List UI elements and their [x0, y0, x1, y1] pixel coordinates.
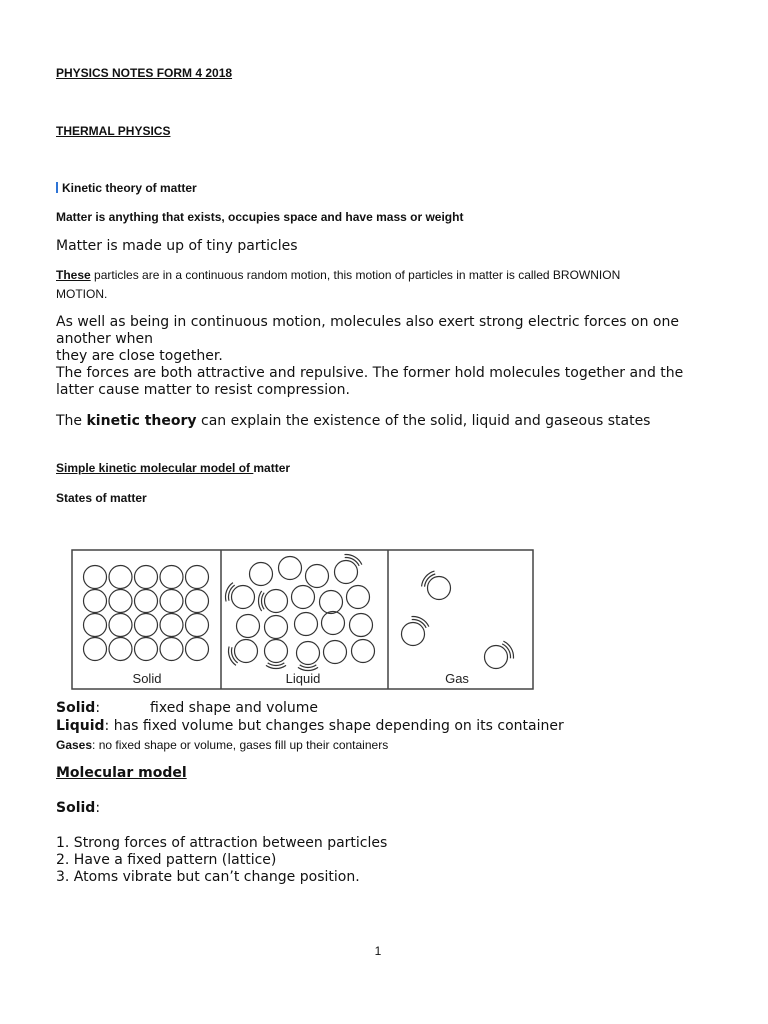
solid-particle — [84, 590, 107, 613]
page-number: 1 — [374, 944, 382, 958]
solid-particle — [186, 638, 209, 661]
solid-state-colon: : — [95, 700, 101, 716]
solid-particle — [84, 638, 107, 661]
solid-particle — [109, 590, 132, 613]
liquid-state-label: Liquid — [56, 718, 105, 734]
list-item: 3. Atoms vibrate but can’t change position. — [56, 869, 360, 885]
solid-model-label: Solid — [56, 800, 96, 816]
model-heading-rest: matter — [253, 461, 291, 475]
liquid-state-line — [56, 718, 564, 734]
forces-line: The forces are both attractive and repulsive. The former hold molecules together and the — [56, 365, 684, 381]
solid-particle — [186, 590, 209, 613]
gases-state-desc: : no fixed shape or volume, gases fill up their containers — [92, 738, 389, 752]
solid-particle — [160, 614, 183, 637]
section-heading: THERMAL PHYSICS — [56, 124, 171, 138]
liquid-state-desc: : has fixed volume but changes shape depending on its container — [104, 718, 564, 734]
liquid-figure-label: Liquid — [285, 671, 321, 686]
solid-particle — [160, 638, 183, 661]
solid-model-colon: : — [95, 800, 101, 816]
solid-model-heading — [56, 800, 100, 816]
kinetic-heading-text: Kinetic theory of matter — [62, 181, 197, 195]
solid-particle — [160, 566, 183, 589]
gases-state-line — [56, 738, 388, 752]
states-of-matter-figure — [71, 549, 534, 691]
theory-bold: kinetic theory — [86, 413, 197, 429]
solid-particle — [160, 590, 183, 613]
gas-figure-label: Gas — [445, 671, 469, 686]
kinetic-theory-sentence — [56, 413, 650, 429]
matter-definition: Matter is anything that exists, occupies space and have mass or weight — [56, 210, 464, 224]
these-word: These — [56, 268, 91, 282]
list-item: 2. Have a fixed pattern (lattice) — [56, 852, 277, 868]
solid-state-line — [56, 700, 318, 716]
list-item: 1. Strong forces of attraction between particles — [56, 835, 388, 851]
gases-state-label: Gases — [56, 738, 93, 752]
solid-particle — [109, 638, 132, 661]
solid-particle — [84, 614, 107, 637]
theory-post: can explain the existence of the solid, liquid and gaseous states — [196, 413, 651, 429]
forces-paragraph — [56, 314, 706, 399]
solid-state-desc: fixed shape and volume — [150, 700, 319, 716]
solid-particle — [109, 614, 132, 637]
solid-particle — [135, 566, 158, 589]
forces-line: latter cause matter to resist compression. — [56, 382, 350, 398]
solid-particle — [84, 566, 107, 589]
solid-particle — [109, 566, 132, 589]
kinetic-heading — [56, 181, 197, 195]
model-heading-underlined: Simple kinetic molecular model of — [56, 461, 254, 475]
molecular-model-heading: Molecular model — [56, 765, 187, 781]
solid-particle — [135, 614, 158, 637]
solid-particle — [186, 614, 209, 637]
forces-line: another when — [56, 331, 154, 347]
brownian-rest: particles are in a continuous random motion, this motion of particles in matter is called BROWNION — [90, 268, 621, 282]
document-title: PHYSICS NOTES FORM 4 2018 — [56, 66, 233, 80]
heading-marker — [56, 182, 58, 193]
solid-particle — [135, 590, 158, 613]
forces-line: they are close together. — [56, 348, 223, 364]
solid-particle — [135, 638, 158, 661]
states-heading: States of matter — [56, 491, 147, 505]
solid-state-label: Solid — [56, 700, 96, 716]
solid-particle — [186, 566, 209, 589]
solid-properties-list — [56, 835, 706, 886]
tiny-particles-text: Matter is made up of tiny particles — [56, 238, 298, 254]
forces-line: As well as being in continuous motion, molecules also exert strong electric forces on one — [56, 314, 679, 330]
brownian-line-2: MOTION. — [56, 287, 108, 301]
brownian-line-1 — [56, 268, 620, 282]
solid-figure-label: Solid — [132, 671, 162, 686]
theory-pre: The — [56, 413, 87, 429]
model-heading — [56, 461, 290, 475]
